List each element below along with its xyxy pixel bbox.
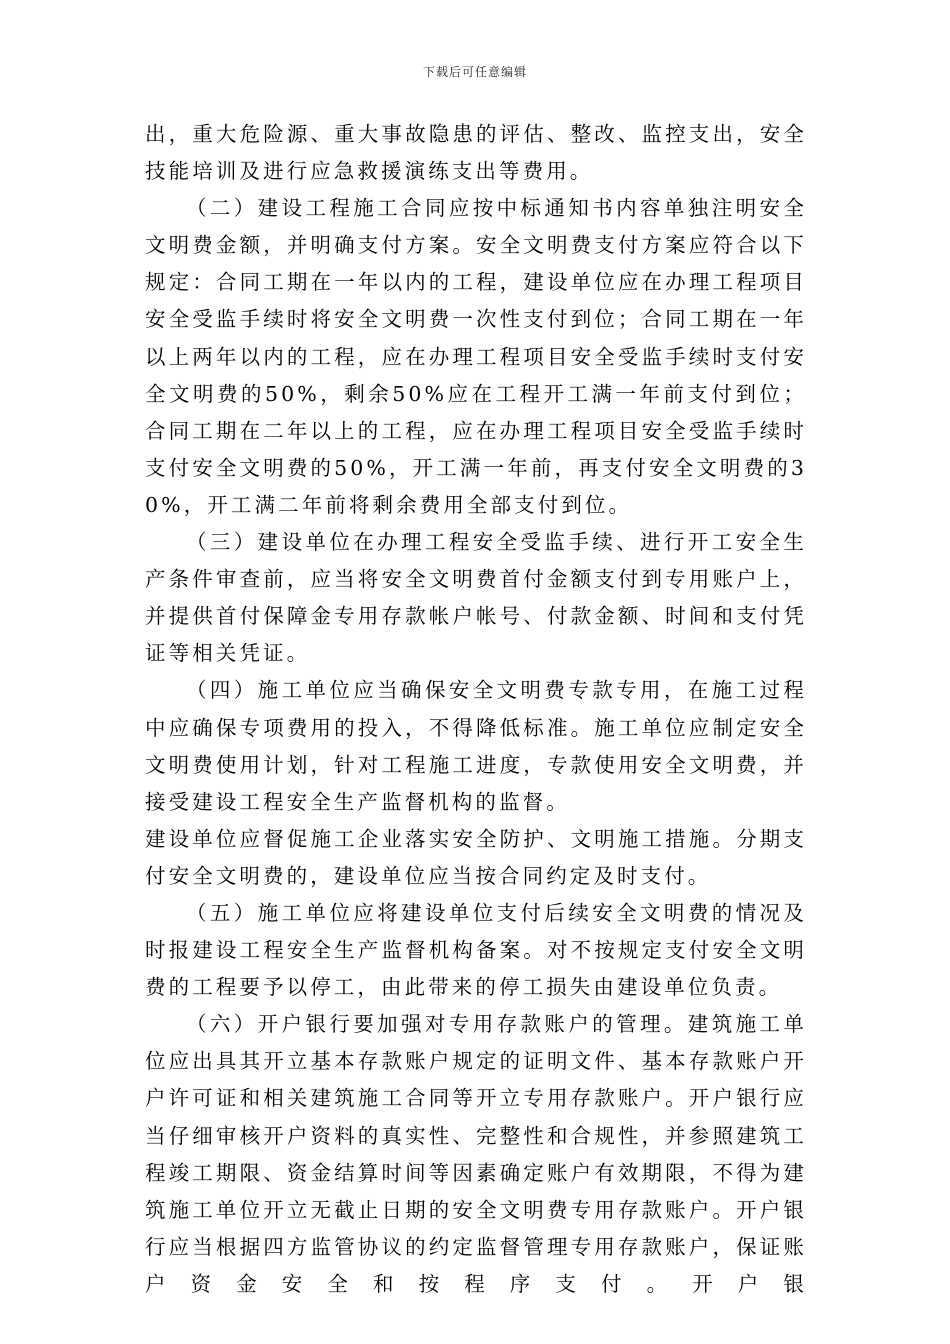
paragraph-section-4-note: 建设单位应督促施工企业落实安全防护、文明施工措施。分期支付安全文明费的，建设单位应当按合同约定及时支付。	[145, 826, 807, 888]
paragraph-section-3: （三）建设单位在办理工程安全受监手续、进行开工安全生产条件审查前，应当将安全文明费首付金额支付到专用账户上，并提供首付保障金专用存款帐户帐号、付款金额、时间和支付凭证等相关凭证。	[145, 530, 807, 666]
paragraph-continuation: 出，重大危险源、重大事故隐患的评估、整改、监控支出，安全技能培训及进行应急救援演练支出等费用。	[145, 122, 807, 184]
paragraph-section-2: （二）建设工程施工合同应按中标通知书内容单独注明安全文明费金额，并明确支付方案。安全文明费支付方案应符合以下规定：合同工期在一年以内的工程，建设单位应在办理工程项目安全受监手续时将安全文明费一次性支付到位；合同工期在一年以上两年以内的工程，应在办理工程项目安全受监手续时支付安全文明费的50%，剩余50%应在工程开工满一年前支付到位；合同工期在二年以上的工程，应在办理工程项目安全受监手续时支付安全文明费的50%，开工满一年前，再支付安全文明费的30%，开工满二年前将剩余费用全部支付到位。	[145, 196, 807, 517]
paragraph-section-6: （六）开户银行要加强对专用存款账户的管理。建筑施工单位应出具其开立基本存款账户规定的证明文件、基本存款账户开户许可证和相关建筑施工合同等开立专用存款账户。开户银行应当仔细审核开户资料的真实性、完整性和合规性，并参照建筑工程竣工期限、资金结算时间等因素确定账户有效期限，不得为建筑施工单位开立无截止日期的安全文明费专用存款账户。开户银行应当根据四方监管协议的约定监督管理专用存款账户，保证账户资金安全和按程序支付。开户银	[145, 1012, 807, 1296]
page-header-note: 下载后可任意编辑	[422, 65, 527, 79]
document-body	[145, 116, 807, 1303]
paragraph-section-4: （四）施工单位应当确保安全文明费专款专用，在施工过程中应确保专项费用的投入，不得降低标准。施工单位应制定安全文明费使用计划，针对工程施工进度，专款使用安全文明费，并接受建设工程安全生产监督机构的监督。	[145, 678, 807, 814]
paragraph-section-5: （五）施工单位应将建设单位支付后续安全文明费的情况及时报建设工程安全生产监督机构备案。对不按规定支付安全文明费的工程要予以停工，由此带来的停工损失由建设单位负责。	[145, 900, 807, 1000]
